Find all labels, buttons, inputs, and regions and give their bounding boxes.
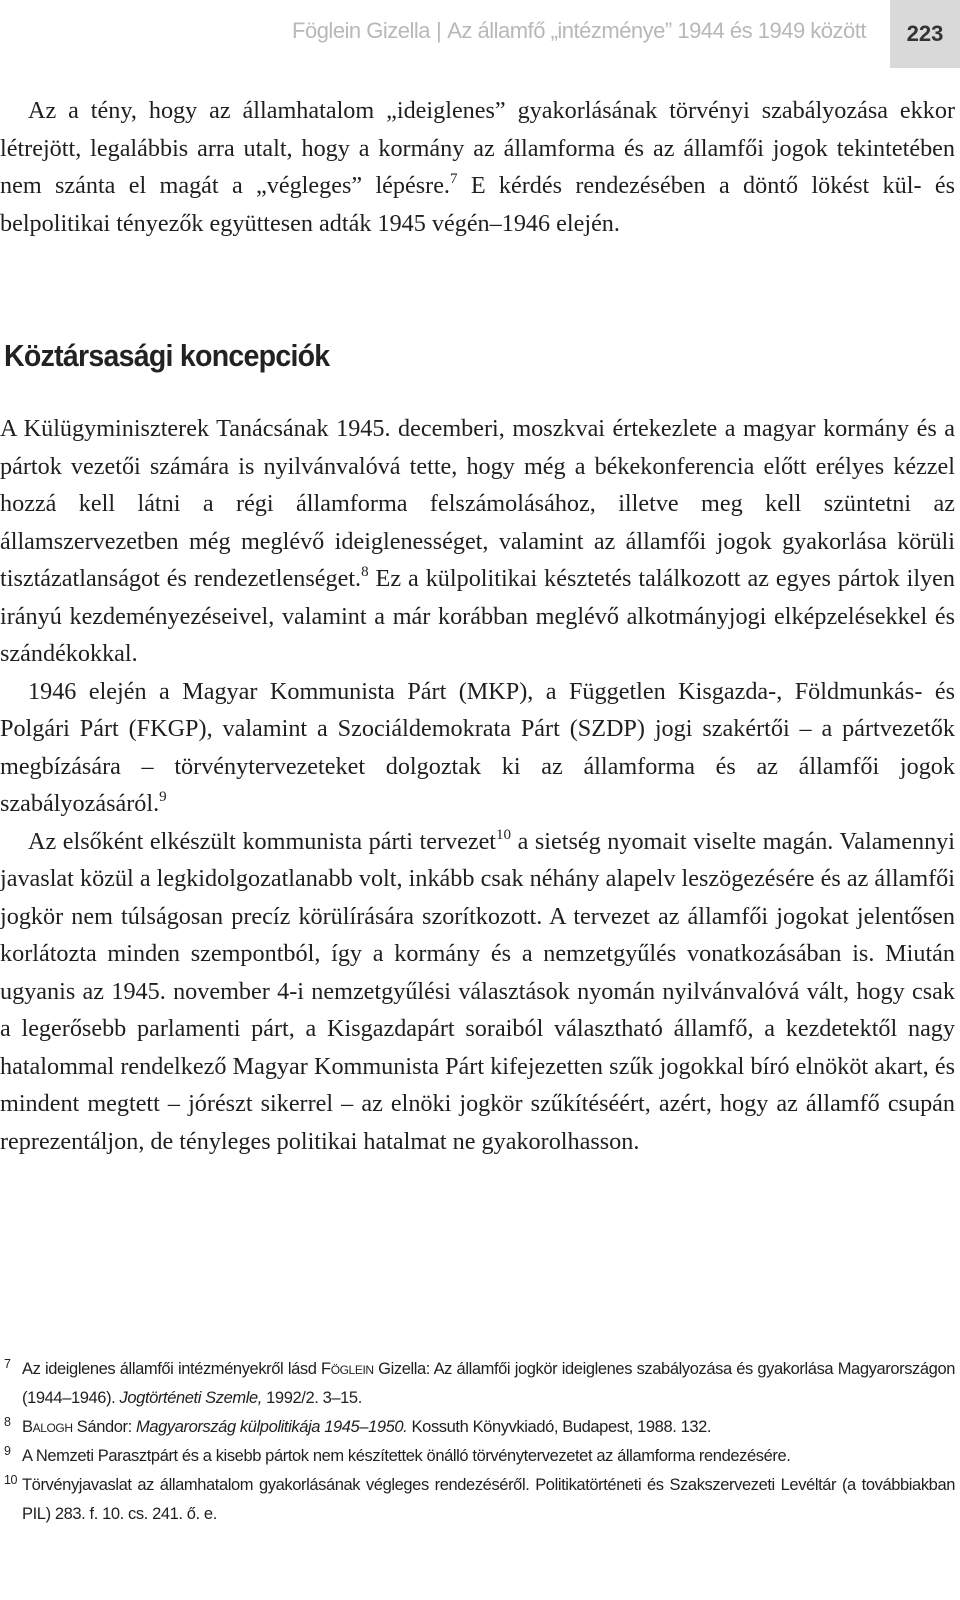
footnote-text-part: Gizella: Az államfői jogkör ideiglenes szabályozása és gyakorlása Magyarországon (1944–1946). [22,1360,955,1407]
running-head [292,18,866,44]
footnote-ref-9[interactable]: 9 [159,789,167,805]
running-header [0,0,960,68]
footnote-number: 10 [4,1473,18,1487]
footnote-ref-10[interactable]: 10 [496,826,512,843]
paragraph-text: Ez a külpolitikai késztetés találkozott az egyes pártok ilyen irányú kezdeményezéseivel, valamint a már korábban meglévő alkotmányjogi elképzelésekkel és szándékokkal. [0,565,956,667]
footnote-7 [0,1355,955,1413]
footnote-text [22,1355,955,1413]
footnote-9 [0,1442,955,1471]
footnote-8 [0,1413,955,1442]
footnote-number: 7 [4,1357,11,1371]
footnote-number: 9 [4,1444,11,1458]
paragraph-text: Az elsőként elkészült kommunista párti tervezet [28,827,497,855]
paragraph-text: 1946 elején a Magyar Kommunista Párt (MKP), a Független Kisgazda-, Földmunkás- és Polgári Párt (FKGP), valamint a Szociáldemokrata Párt (SZDP) jogi szakértői – a pártvezetők megbízására – törvénytervezeteket dolgoztak ki az államforma és az államfői jogok szabályozásáról. [0,677,955,817]
section-paragraph-1 [0,410,955,673]
section-paragraph-3 [0,823,955,1161]
footnote-text [22,1413,955,1442]
footnote-number: 8 [4,1415,11,1429]
footnote-ref-8[interactable]: 8 [361,564,369,580]
footnote-text-part: Kossuth Könyvkiadó, Budapest, 1988. 132. [407,1418,712,1436]
intro-paragraph-block [0,92,955,242]
intro-text-1: Az a tény, hogy az államhatalom „ideiglenes” gyakorlásának törvényi szabályozása ekkor létrejött, legalábbis arra utalt, hogy a kormány az államforma és az államfői jogok tekintetében nem szánta el magát a „végleges” lépésre. [0,97,955,199]
section-heading: Köztársasági koncepciók [4,338,330,373]
paragraph-text: A Külügyminiszterek Tanácsának 1945. decemberi, moszkvai értekezlete a magyar kormány és a pártok vezetői számára is nyilvánvalóvá tette, hogy még a békekonferencia előtt erélyes kézzel hozzá kell látni a régi államforma felszámolásához, illetve meg kell szüntetni az államszervezetben még meglévő ideiglenességet, valamint az államfői jogok gyakorlása körüli tisztázatlanságot és rendezetlenséget. [0,415,955,592]
section-paragraph-2 [0,673,955,823]
footnote-text-part: Az ideiglenes államfői intézményekről lásd [22,1360,322,1378]
page-number: 223 [890,0,960,68]
footnote-text-part: 1992/2. 3–15. [261,1389,362,1407]
running-head-separator: | [436,18,442,43]
footnote-journal-title: Jogtörténeti Szemle, [119,1389,262,1407]
footnote-author-surname: Föglein [321,1360,374,1378]
paragraph-text: a sietség nyomait viselte magán. Valamennyi javaslat közül a legkidolgozatlanabb volt, inkább csak néhány alapelv leszögezésére és az államfői jogkör nem túlságosan precíz körülírására szorítkozott. A tervezet az államfői jogokat jelentősen korlátozta minden szempontból, így a kormány és a nemzetgyűlés vonatkozásában is. Miután ugyanis az 1945. november 4-i nemzetgyűlési választások nyomán nyilvánvalóvá vált, hogy csak a legerősebb parlamenti párt, a Kisgazdapárt soraiból választható államfő, a kezdetektől nagy hatalommal rendelkező Magyar Kommunista Párt kifejezetten szűk jogokkal bíró elnököt akart, és mindent megtett – jórészt sikerrel – az elnöki jogkör szűkítéséért, azért, hogy az államfő csupán reprezentáljon, de tényleges politikai hatalmat ne gyakorolhasson. [0,827,955,1155]
footnote-author-surname: Balogh [22,1418,73,1436]
footnote-text-part: Sándor: [72,1418,136,1436]
running-head-author: Föglein Gizella [292,18,431,43]
footnote-book-title: Magyarország külpolitikája 1945–1950. [135,1418,408,1436]
footnote-10 [0,1471,955,1529]
footnote-text: A Nemzeti Parasztpárt és a kisebb pártok nem készítettek önálló törvénytervezetet az államforma rendezésére. [22,1447,791,1465]
running-head-title: Az államfő „intézménye” 1944 és 1949 között [447,18,866,43]
footnotes [0,1355,955,1529]
intro-text-2: E kérdés rendezésében a döntő lökést kül- és belpolitikai tényezők együttesen adták 1945 végén–1946 elején. [0,172,956,237]
footnote-text: Törvényjavaslat az államhatalom gyakorlásának végleges rendezéséről. Politikatörténeti és Szakszervezeti Levéltár (a továbbiakban PIL) 283. f. 10. cs. 241. ő. e. [22,1476,955,1523]
intro-paragraph [0,92,955,242]
section-body [0,410,955,1160]
footnote-ref-7[interactable]: 7 [449,171,458,187]
